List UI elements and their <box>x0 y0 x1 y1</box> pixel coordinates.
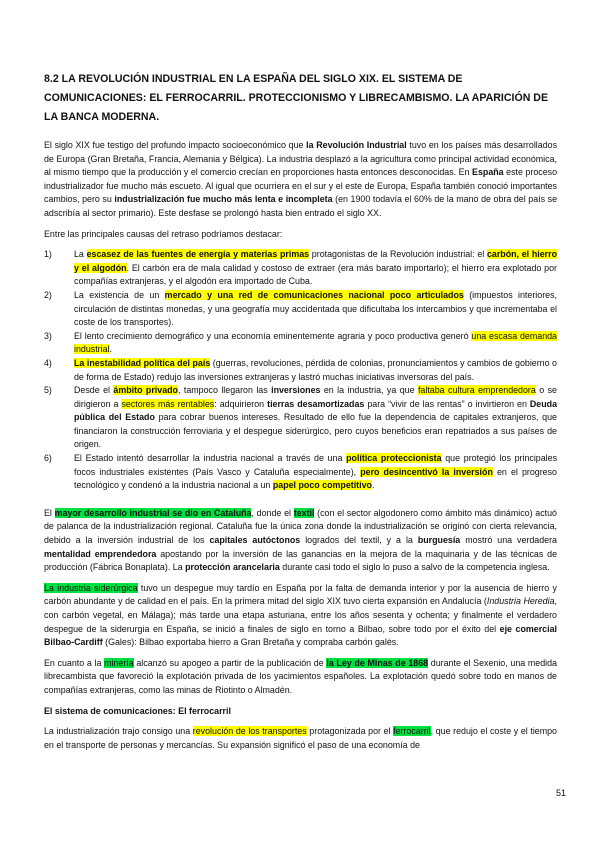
text: El Estado intentó desarrollar la industria nacional a través de una <box>74 453 347 464</box>
item-number: 2) <box>44 289 52 300</box>
text: protagonistas de la Revolución industrial: el <box>309 249 487 260</box>
item-text <box>74 330 557 357</box>
item-number: 1) <box>44 249 52 260</box>
item-text <box>74 452 557 493</box>
railway-paragraph <box>44 725 557 752</box>
text: logrados del textil, y a la <box>300 535 418 546</box>
highlight: La inestabilidad política del país <box>74 357 211 368</box>
text: (en 1900 todavía el 60% de la mano de obra del país se adscribía al sector primario). Este desfase se prolongó hasta bien entrado el siglo XX. <box>44 194 558 218</box>
green-highlight: minería <box>104 657 134 668</box>
text: El lento crecimiento demográfico y una economía eminentemente agraria y poco productiva generó <box>74 330 472 341</box>
item-number: 5) <box>44 385 52 396</box>
text: en la industria, ya que <box>320 385 418 396</box>
intro-paragraph <box>44 139 557 221</box>
highlight: ámbito privado <box>113 385 178 396</box>
bold-text: industrialización fue mucho más lenta e incompleta <box>114 194 333 205</box>
text: para cobrar buenos intereses. Resultado de ello fue la dependencia de capitales extranjeros, que financiaron la construcción ferroviaria y el despegue siderúrgico, pero cuyos beneficios eran repatriados a sus países de origen. <box>74 412 557 450</box>
bold-text: capitales autóctonos <box>209 535 301 546</box>
list-item <box>44 384 557 452</box>
italic-text: Industria Heredia <box>486 596 555 607</box>
highlight: papel poco competitivo <box>272 480 372 491</box>
highlight: sectores más rentables <box>121 398 215 409</box>
item-number: 3) <box>44 330 52 341</box>
text: tuvo en los países más desarrollados de Europa (Gran Bretaña, Francia, Alemania y Bélgica). La industria desplazó a la agricultura como principal actividad económica, al mismo tiempo que la producción y el comercio crecían en proporciones hasta entonces desconocidas. En <box>44 140 558 178</box>
highlight: escasez de las fuentes de energía y materias primas <box>86 249 310 260</box>
text: (guerras, revoluciones, pérdida de colonias, pronunciamientos y cambios de gobierno o de forma de Estado) redujo las inversiones extranjeras y lastró muchas iniciativas inversoras del país. <box>74 357 557 382</box>
text: En cuanto a la <box>44 657 105 668</box>
highlight: una escasa demanda industrial <box>74 330 557 355</box>
text: alcanzó su apogeo a partir de la publicación de <box>133 657 327 668</box>
text: El siglo XIX fue testigo del profundo impacto socioeconómico que <box>44 140 307 150</box>
list-item <box>44 289 557 330</box>
text: Desde el <box>74 385 114 396</box>
green-highlight: textil <box>293 507 315 518</box>
text: La <box>74 249 87 260</box>
text: (Gales): Bilbao exportaba hierro a Gran Bretaña y compraba carbón galés. <box>102 637 399 648</box>
text: , con carbón vegetal, en Málaga); más tarde una etapa asturiana, entre los años sesenta y ochenta; y finalmente el verdadero despegue de la siderurgia en España, se inició a finales de siglo en torno a Bilbao, sobre todo por el éxito del <box>44 596 557 634</box>
text: mostró una verdadera <box>460 535 557 546</box>
bold-text: mentalidad emprendedora <box>44 548 157 559</box>
catalonia-paragraph <box>44 507 557 575</box>
text: en el progreso tecnológico y condenó a la industria nacional a un <box>74 466 557 491</box>
text: . El carbón era de mala calidad y costoso de extraer (era más barato importarlo); el hierro era explotado por compañías extranjeras, y el algodón era importado de Cuba. <box>74 262 557 287</box>
text: para “vivir de las rentas” o invirtieron en <box>364 398 530 409</box>
text: durante el Sexenio, una medida librecambista que favoreció la explotación privada de los yacimientos españoles. La explotación quedó sobre todo en manos de compañías extranjeras, como las minas de Riotinto o Almadén. <box>44 657 557 695</box>
text: protagonizada por el <box>306 726 394 737</box>
text: durante casi todo el siglo lo puso a salvo de la competencia inglesa. <box>279 562 550 573</box>
text: (con el sector algodonero como ámbito más dinámico) actuó de palanca de la industrialización regional. Cataluña fue la única zona donde la industrialización se originó con cierta relevancia, debido a la inversión industrial de los <box>44 507 557 546</box>
list-item <box>44 248 557 289</box>
text: , donde el <box>251 507 294 518</box>
highlight: pero desincentivó la inversión <box>360 466 493 477</box>
text: tuvo un despegue muy tardío en España por la falta de demanda interior y por la ausencia de hierro y carbón abundante y de calidad en el país. En la primera mitad del siglo XIX tuvo cierta expansión en Andalucía ( <box>44 582 557 607</box>
text: que protegió los principales focos industriales existentes (País Vasco y Cataluña especialmente), <box>74 453 558 477</box>
spacer <box>44 493 557 507</box>
bold-text: tierras desamortizadas <box>267 398 365 409</box>
item-text <box>74 289 557 330</box>
bold-text: Deuda pública del Estado <box>74 398 558 423</box>
bold-text: protección arancelaria <box>185 562 280 573</box>
item-number: 6) <box>44 453 52 464</box>
bold-text: eje comercial Bilbao-Cardiff <box>44 623 557 648</box>
text: o se dirigieron a <box>74 385 557 409</box>
page-number: 51 <box>555 788 566 798</box>
list-item <box>44 452 557 493</box>
text: : adquirieron <box>214 398 268 409</box>
bold-text: inversiones <box>271 385 321 396</box>
text: , tampoco llegaron las <box>177 385 272 396</box>
list-item <box>44 330 557 357</box>
highlight: faltaba cultura emprendedora <box>417 385 536 396</box>
green-highlight: mayor desarrollo industrial se dio en Cataluña <box>54 507 252 518</box>
bold-text: la Revolución Industrial <box>306 140 407 150</box>
text: . <box>109 344 112 355</box>
mining-paragraph <box>44 657 557 698</box>
list-item <box>44 357 557 384</box>
text: La existencia de un <box>74 289 165 300</box>
causes-intro: Entre las principales causas del retraso podríamos destacar: <box>44 228 283 239</box>
item-number: 4) <box>44 357 52 368</box>
text: este proceso industrializador fue mucho más escueto. Al igual que ocurriera en el sur y el este de Europa, España también conoció importantes cambios, pero su <box>44 167 558 205</box>
page-title: 8.2 LA REVOLUCIÓN INDUSTRIAL EN LA ESPAÑA DEL SIGLO XIX. EL SISTEMA DE COMUNICACIONES: EL FERROCARRIL. PROTECCIONISMO Y LIBRECAMBISMO. LA APARICIÓN DE LA BANCA MODERNA. <box>44 73 549 123</box>
bold-text: España <box>472 167 504 178</box>
text: . <box>371 480 375 491</box>
section-heading: El sistema de comunicaciones: El ferrocarril <box>44 705 231 716</box>
bold-text: burguesía <box>417 535 461 546</box>
text: La industrialización trajo consigo una <box>44 726 193 737</box>
document-page <box>44 70 557 759</box>
steel-paragraph <box>44 582 557 650</box>
text: El <box>44 507 55 518</box>
highlight: carbón, el hierro y el algodón <box>74 249 558 273</box>
text: , que redujo el coste y el tiempo en el transporte de personas y mercancías. Su expansión significó el paso de una economía de <box>44 726 557 750</box>
green-highlight: ferrocarril <box>393 726 431 737</box>
text: apostando por la inversión de las ganancias en la mejora de la maquinaria y de las técnicas de producción (Fábrica Bonaplata). La <box>44 548 557 573</box>
highlight: política proteccionista <box>346 453 442 464</box>
item-text <box>74 248 557 289</box>
text: (impuestos interiores, circulación de distintas monedas, y una geografía muy accidentada que dificultaba los intercambios y que incrementaba el coste de los transportes). <box>74 289 557 328</box>
green-highlight: La industria siderúrgica <box>44 582 138 593</box>
green-highlight: la Ley de Minas de 1868 <box>326 657 429 668</box>
item-text <box>74 384 557 452</box>
highlight: mercado y una red de comunicaciones nacional poco articulados <box>164 289 464 300</box>
highlight: revolución de los transportes <box>192 726 307 737</box>
item-text <box>74 357 557 384</box>
